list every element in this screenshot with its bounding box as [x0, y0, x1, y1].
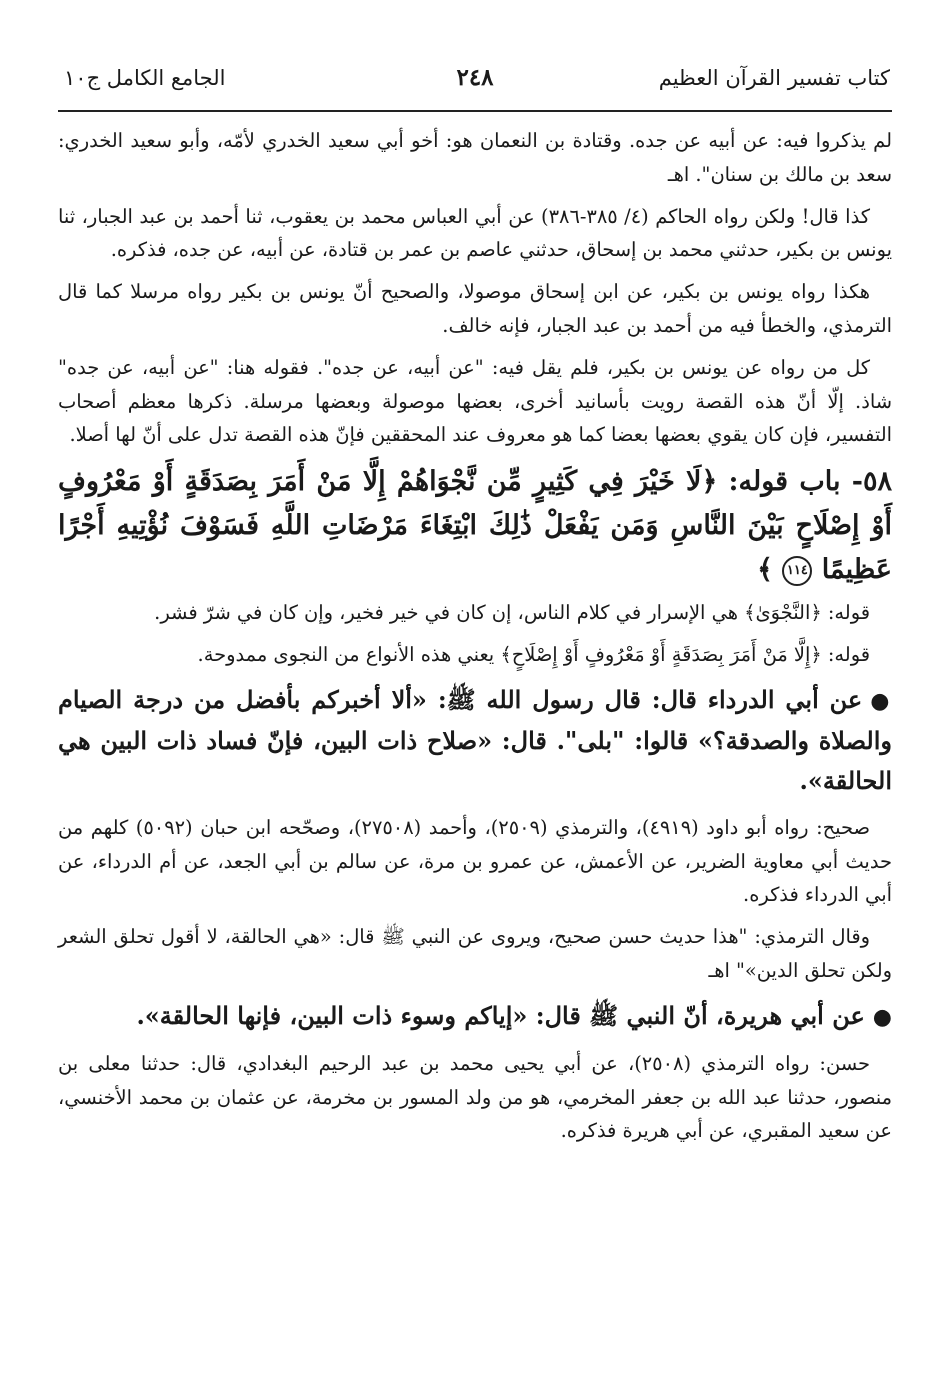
- chapter-heading: [58, 460, 892, 592]
- closing-bracket: ﴾: [757, 554, 773, 586]
- commentary-line: قوله: ﴿إِلَّا مَنْ أَمَرَ بِصَدَقَةٍ أَوْ مَعْرُوفٍ أَوْ إِصْلَاحٍ﴾ يعني هذه الأنواع من النجوى ممدوحة.: [197, 642, 870, 666]
- page-body: [58, 112, 892, 1148]
- hadith-body: عن أبي هريرة، أنّ النبي ﷺ قال: «إياكم وسوء ذات البين، فإنها الحالقة».: [136, 1000, 865, 1030]
- hadith-text: [58, 680, 892, 801]
- commentary-line: قوله: ﴿النَّجْوَىٰ﴾ هي الإسرار في كلام الناس، إن كان في خير فخير، وإن كان في شرّ فشر.: [154, 601, 870, 625]
- page-number: ٢٤٨: [456, 64, 494, 91]
- hadith-text: [58, 996, 892, 1037]
- bullet-icon: ●: [870, 687, 892, 714]
- running-header: [58, 0, 892, 112]
- book-title: كتاب تفسير القرآن العظيم: [658, 66, 890, 90]
- ayah-number-marker: ١١٤: [782, 556, 812, 586]
- hadith-body: عن أبي الدرداء قال: قال رسول الله ﷺ: «ألا أخبركم بأفضل من درجة الصيام والصلاة والصدقة؟» قالوا: "بلى". قال: «صلاح ذات البين، فإنّ فساد ذات البين هي الحالقة».: [58, 684, 892, 795]
- takhrij-paragraph: وقال الترمذي: "هذا حديث حسن صحيح، ويروى عن النبي ﷺ قال: «هي الحالقة، لا أقول تحلق الشعر ولكن تحلق الدين»" اهـ: [58, 925, 892, 982]
- bullet-icon: ●: [872, 1003, 892, 1030]
- takhrij-paragraph: صحيح: رواه أبو داود (٤٩١٩)، والترمذي (٢٥٠٩)، وأحمد (٢٧٥٠٨)، وصحّحه ابن حبان (٥٠٩٢) كلهم من حديث أبي معاوية الضرير، عن الأعمش، عن عمرو بن مرة، عن سالم بن أبي الجعد، عن أم الدرداء، عن أبي الدرداء فذكره.: [58, 815, 892, 907]
- paragraph: لم يذكروا فيه: عن أبيه عن جده. وقتادة بن النعمان هو: أخو أبي سعيد الخدري لأمّه، وأبو سعيد الخدري: سعد بن مالك بن سنان". اهـ: [58, 129, 892, 186]
- volume-label: الجامع الكامل ج١٠: [64, 66, 226, 90]
- takhrij-paragraph: حسن: رواه الترمذي (٢٥٠٨)، عن أبي يحيى محمد بن عبد الرحيم البغدادي، قال: حدثنا معلى بن منصور، حدثنا عبد الله بن جعفر المخرمي، هو من ولد المسور بن مخرمة، عن عثمان بن محمد الأخنسي، عن سعيد المقبري، عن أبي هريرة فذكره.: [58, 1051, 892, 1143]
- chapter-title: ٥٨- باب قوله: ﴿لَا خَيْرَ فِي كَثِيرٍ مِّن نَّجْوَاهُمْ إِلَّا مَنْ أَمَرَ بِصَدَقَةٍ أَوْ مَعْرُوفٍ أَوْ إِصْلَاحٍ بَيْنَ النَّاسِ وَمَن يَفْعَلْ ذَٰلِكَ ابْتِغَاءَ مَرْضَاتِ اللَّهِ فَسَوْفَ نُؤْتِيهِ أَجْرًا عَظِيمًا: [58, 466, 892, 586]
- paragraph: هكذا رواه يونس بن بكير، عن ابن إسحاق موصولا، والصحيح أنّ يونس بن بكير رواه مرسلا كما قال الترمذي، والخطأ فيه من أحمد بن عبد الجبار، فإنه خالف.: [58, 280, 892, 337]
- paragraph: كل من رواه عن يونس بن بكير، فلم يقل فيه: "عن أبيه، عن جده". فقوله هنا: "عن أبيه، عن جده" شاذ. إلّا أنّ هذه القصة رويت بأسانيد أخرى، بعضها موصولة وبعضها مرسلة. ذكرها معظم أصحاب التفسير، فإن كان يقوي بعضها بعضا كما هو معروف عند المحققين فإنّ هذه القصة تدل على أنّ لها أصلا.: [58, 355, 892, 447]
- paragraph: كذا قال! ولكن رواه الحاكم (٤/ ٣٨٥-٣٨٦) عن أبي العباس محمد بن يعقوب، ثنا أحمد بن عبد الجبار، ثنا يونس بن بكير، حدثني محمد بن إسحاق، حدثني عاصم بن عمر بن قتادة، عن أبيه، عن جده، فذكره.: [58, 204, 892, 262]
